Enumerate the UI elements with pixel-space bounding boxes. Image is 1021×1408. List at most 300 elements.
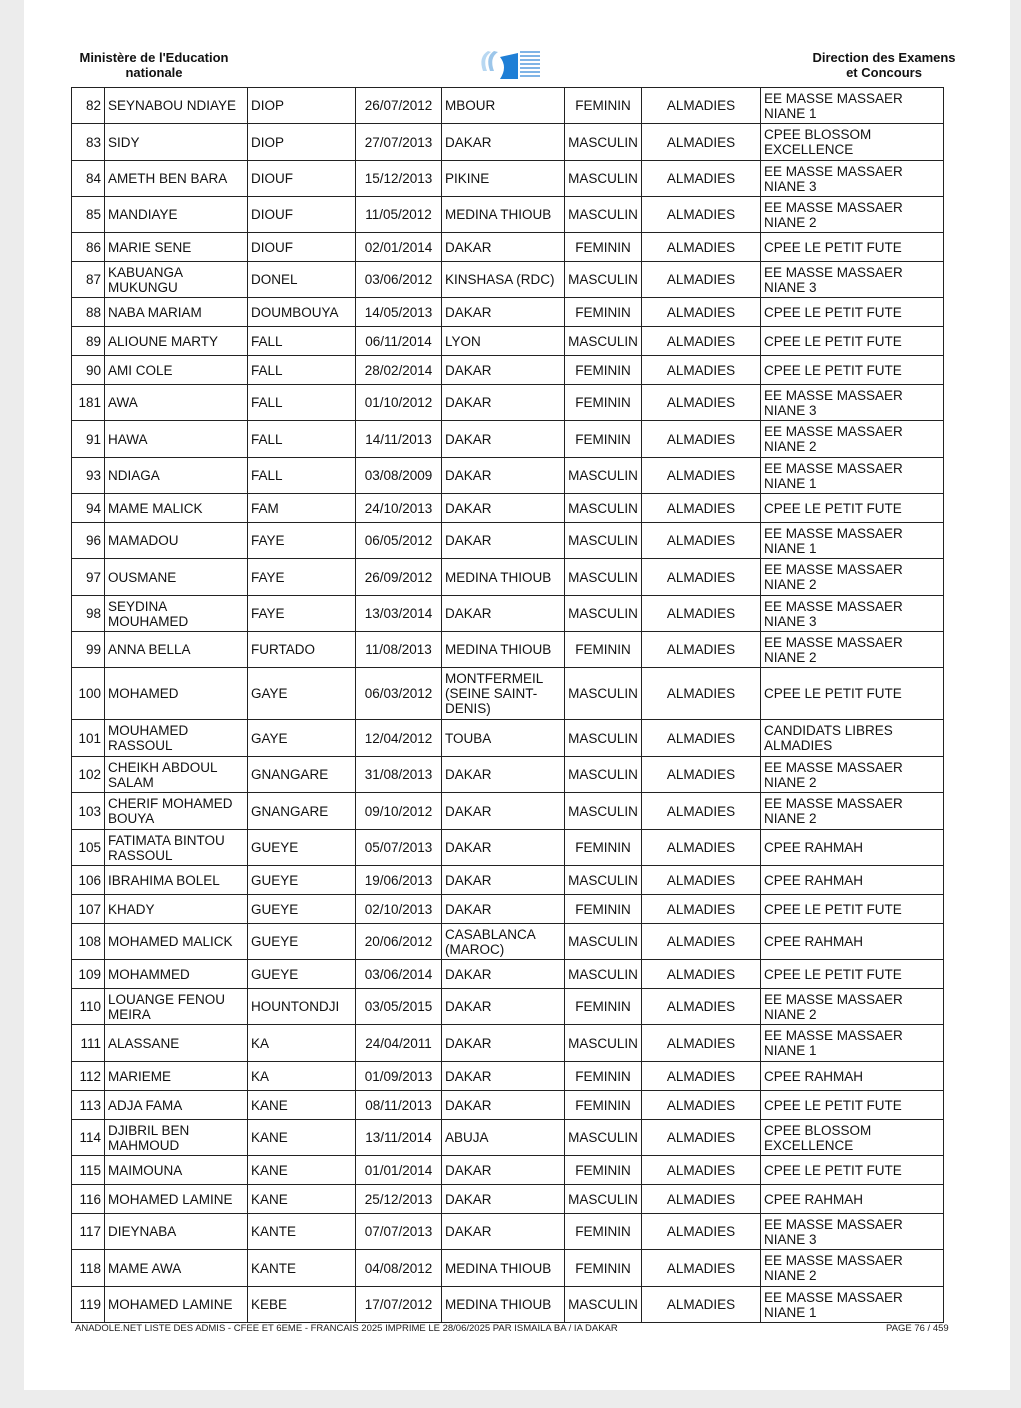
cell-birth-date: 11/05/2012 [356,197,442,233]
cell-first-name: MOHAMED [105,668,248,720]
table-row [72,866,944,895]
cell-birth-place: LYON [442,327,565,356]
table-row [72,421,944,458]
cell-last-name: DIOUF [248,161,356,197]
cell-school: CPEE RAHMAH [761,924,944,960]
admitted-candidates-table [71,87,944,1323]
table-row [72,262,944,298]
cell-school: EE MASSE MASSAER NIANE 3 [761,1214,944,1250]
cell-last-name: FALL [248,356,356,385]
cell-school: EE MASSE MASSAER NIANE 3 [761,385,944,421]
cell-school: CANDIDATS LIBRES ALMADIES [761,720,944,757]
table-row [72,327,944,356]
cell-last-name: KANE [248,1091,356,1120]
cell-first-name: MOHAMED MALICK [105,924,248,960]
ministry-line1: Ministère de l'Education [79,50,229,65]
cell-exam-center: ALMADIES [642,298,761,327]
cell-birth-date: 24/10/2013 [356,494,442,523]
cell-birth-place: TOUBA [442,720,565,757]
cell-number: 82 [72,88,105,124]
cell-birth-place: DAKAR [442,1156,565,1185]
cell-last-name: DIOP [248,124,356,161]
cell-birth-date: 19/06/2013 [356,866,442,895]
cell-sex: MASCULIN [565,559,642,596]
cell-birth-place: DAKAR [442,757,565,793]
cell-birth-date: 24/04/2011 [356,1025,442,1062]
cell-first-name: CHEIKH ABDOUL SALAM [105,757,248,793]
table-row [72,88,944,124]
cell-school: CPEE LE PETIT FUTE [761,298,944,327]
cell-last-name: GNANGARE [248,793,356,830]
cell-first-name: MOHAMMED [105,960,248,989]
cell-birth-place: DAKAR [442,1062,565,1091]
cell-birth-place: MEDINA THIOUB [442,1287,565,1323]
cell-school: EE MASSE MASSAER NIANE 2 [761,632,944,668]
cell-sex: MASCULIN [565,262,642,298]
cell-first-name: ALIOUNE MARTY [105,327,248,356]
cell-last-name: KA [248,1062,356,1091]
cell-number: 108 [72,924,105,960]
cell-number: 87 [72,262,105,298]
cell-sex: MASCULIN [565,327,642,356]
cell-school: CPEE LE PETIT FUTE [761,356,944,385]
cell-first-name: MAME MALICK [105,494,248,523]
cell-school: EE MASSE MASSAER NIANE 2 [761,793,944,830]
cell-sex: MASCULIN [565,458,642,494]
cell-birth-place: PIKINE [442,161,565,197]
cell-school: EE MASSE MASSAER NIANE 2 [761,559,944,596]
table-row [72,757,944,793]
cell-sex: MASCULIN [565,1025,642,1062]
cell-exam-center: ALMADIES [642,494,761,523]
cell-birth-date: 06/05/2012 [356,523,442,559]
cell-exam-center: ALMADIES [642,1091,761,1120]
cell-number: 101 [72,720,105,757]
cell-sex: MASCULIN [565,720,642,757]
table-row [72,924,944,960]
direction-line2: et Concours [846,65,922,80]
cell-birth-place: DAKAR [442,385,565,421]
cell-school: CPEE BLOSSOM EXCELLENCE [761,1120,944,1156]
cell-number: 112 [72,1062,105,1091]
cell-exam-center: ALMADIES [642,559,761,596]
cell-exam-center: ALMADIES [642,421,761,458]
cell-school: CPEE LE PETIT FUTE [761,668,944,720]
table-row [72,523,944,559]
cell-sex: FEMININ [565,830,642,866]
cell-number: 88 [72,298,105,327]
cell-exam-center: ALMADIES [642,88,761,124]
cell-first-name: KHADY [105,895,248,924]
cell-last-name: FAYE [248,596,356,632]
cell-sex: MASCULIN [565,960,642,989]
cell-birth-place: ABUJA [442,1120,565,1156]
cell-first-name: IBRAHIMA BOLEL [105,866,248,895]
cell-first-name: LOUANGE FENOU MEIRA [105,989,248,1025]
cell-sex: MASCULIN [565,523,642,559]
cell-birth-place: DAKAR [442,523,565,559]
direction-header [784,50,984,80]
cell-number: 98 [72,596,105,632]
cell-number: 110 [72,989,105,1025]
cell-exam-center: ALMADIES [642,668,761,720]
cell-birth-place: DAKAR [442,866,565,895]
page-number: PAGE 76 / 459 [886,1323,949,1334]
cell-school: CPEE LE PETIT FUTE [761,895,944,924]
cell-birth-place: MEDINA THIOUB [442,632,565,668]
cell-birth-date: 17/07/2012 [356,1287,442,1323]
cell-birth-date: 27/07/2013 [356,124,442,161]
cell-last-name: FAYE [248,523,356,559]
cell-birth-date: 04/08/2012 [356,1250,442,1287]
table-row [72,1250,944,1287]
cell-school: EE MASSE MASSAER NIANE 1 [761,88,944,124]
table-row [72,559,944,596]
cell-birth-place: DAKAR [442,1091,565,1120]
cell-exam-center: ALMADIES [642,1185,761,1214]
cell-last-name: GUEYE [248,830,356,866]
cell-first-name: MANDIAYE [105,197,248,233]
cell-first-name: MARIE SENE [105,233,248,262]
cell-last-name: FALL [248,421,356,458]
cell-birth-date: 03/06/2012 [356,262,442,298]
cell-number: 85 [72,197,105,233]
table-row [72,124,944,161]
cell-school: EE MASSE MASSAER NIANE 1 [761,1025,944,1062]
cell-first-name: NDIAGA [105,458,248,494]
table-row [72,596,944,632]
cell-first-name: MOHAMED LAMINE [105,1185,248,1214]
cell-school: CPEE LE PETIT FUTE [761,960,944,989]
cell-first-name: NABA MARIAM [105,298,248,327]
cell-last-name: KA [248,1025,356,1062]
cell-sex: MASCULIN [565,1287,642,1323]
cell-birth-date: 15/12/2013 [356,161,442,197]
cell-last-name: KANE [248,1185,356,1214]
cell-sex: MASCULIN [565,494,642,523]
cell-first-name: MAMADOU [105,523,248,559]
cell-last-name: HOUNTONDJI [248,989,356,1025]
cell-birth-date: 03/05/2015 [356,989,442,1025]
cell-birth-place: KINSHASA (RDC) [442,262,565,298]
footer-print-info: ANADOLE.NET LISTE DES ADMIS - CFEE ET 6EME - FRANCAIS 2025 IMPRIME LE 28/06/2025 PAR ISMAILA BA / IA DAKAR [75,1323,618,1334]
table-row [72,1120,944,1156]
cell-exam-center: ALMADIES [642,924,761,960]
cell-school: CPEE RAHMAH [761,830,944,866]
cell-number: 111 [72,1025,105,1062]
cell-last-name: FALL [248,327,356,356]
table-row [72,494,944,523]
cell-exam-center: ALMADIES [642,385,761,421]
cell-exam-center: ALMADIES [642,458,761,494]
cell-birth-place: DAKAR [442,298,565,327]
cell-exam-center: ALMADIES [642,124,761,161]
cell-exam-center: ALMADIES [642,895,761,924]
cell-birth-date: 06/11/2014 [356,327,442,356]
cell-sex: MASCULIN [565,1120,642,1156]
cell-exam-center: ALMADIES [642,356,761,385]
cell-exam-center: ALMADIES [642,793,761,830]
cell-birth-date: 02/01/2014 [356,233,442,262]
cell-first-name: MAIMOUNA [105,1156,248,1185]
cell-first-name: AWA [105,385,248,421]
cell-first-name: ALASSANE [105,1025,248,1062]
cell-birth-place: DAKAR [442,960,565,989]
table-row [72,1287,944,1323]
cell-sex: FEMININ [565,1250,642,1287]
table-row [72,233,944,262]
cell-sex: FEMININ [565,233,642,262]
cell-sex: MASCULIN [565,1185,642,1214]
cell-first-name: DJIBRIL BEN MAHMOUD [105,1120,248,1156]
cell-birth-place: DAKAR [442,1185,565,1214]
cell-school: CPEE LE PETIT FUTE [761,327,944,356]
cell-number: 116 [72,1185,105,1214]
cell-sex: FEMININ [565,632,642,668]
cell-sex: FEMININ [565,385,642,421]
cell-birth-date: 20/06/2012 [356,924,442,960]
cell-birth-place: DAKAR [442,989,565,1025]
cell-last-name: FALL [248,385,356,421]
cell-number: 86 [72,233,105,262]
cell-birth-date: 14/11/2013 [356,421,442,458]
cell-exam-center: ALMADIES [642,632,761,668]
ministry-line2: nationale [125,65,183,80]
cell-birth-place: MBOUR [442,88,565,124]
cell-birth-date: 05/07/2013 [356,830,442,866]
table-row [72,1156,944,1185]
cell-birth-date: 26/09/2012 [356,559,442,596]
cell-number: 83 [72,124,105,161]
cell-school: EE MASSE MASSAER NIANE 1 [761,458,944,494]
cell-last-name: DONEL [248,262,356,298]
cell-sex: MASCULIN [565,124,642,161]
cell-school: CPEE LE PETIT FUTE [761,233,944,262]
cell-last-name: GAYE [248,668,356,720]
cell-first-name: FATIMATA BINTOU RASSOUL [105,830,248,866]
cell-birth-date: 14/05/2013 [356,298,442,327]
cell-last-name: GUEYE [248,960,356,989]
cell-exam-center: ALMADIES [642,866,761,895]
cell-number: 102 [72,757,105,793]
table-row [72,1025,944,1062]
cell-number: 94 [72,494,105,523]
cell-school: CPEE LE PETIT FUTE [761,494,944,523]
cell-first-name: MOHAMED LAMINE [105,1287,248,1323]
cell-birth-date: 01/10/2012 [356,385,442,421]
cell-birth-place: MEDINA THIOUB [442,559,565,596]
cell-birth-place: DAKAR [442,830,565,866]
cell-school: CPEE RAHMAH [761,866,944,895]
cell-number: 90 [72,356,105,385]
cell-exam-center: ALMADIES [642,960,761,989]
cell-birth-date: 11/08/2013 [356,632,442,668]
cell-first-name: AMETH BEN BARA [105,161,248,197]
cell-last-name: GNANGARE [248,757,356,793]
table-row [72,989,944,1025]
cell-birth-place: MONTFERMEIL (SEINE SAINT-DENIS) [442,668,565,720]
cell-exam-center: ALMADIES [642,720,761,757]
cell-first-name: SEYDINA MOUHAMED [105,596,248,632]
cell-birth-place: DAKAR [442,596,565,632]
cell-birth-place: CASABLANCA (MAROC) [442,924,565,960]
table-row [72,1185,944,1214]
cell-sex: MASCULIN [565,866,642,895]
table-row [72,830,944,866]
cell-birth-date: 12/04/2012 [356,720,442,757]
cell-birth-date: 26/07/2012 [356,88,442,124]
table-row [72,632,944,668]
cell-exam-center: ALMADIES [642,1287,761,1323]
cell-school: EE MASSE MASSAER NIANE 1 [761,1287,944,1323]
cell-school: EE MASSE MASSAER NIANE 2 [761,989,944,1025]
cell-number: 91 [72,421,105,458]
table-body [72,88,944,1323]
cell-number: 106 [72,866,105,895]
cell-number: 99 [72,632,105,668]
cell-birth-place: DAKAR [442,421,565,458]
cell-birth-place: DAKAR [442,124,565,161]
table-row [72,793,944,830]
cell-school: CPEE LE PETIT FUTE [761,1091,944,1120]
cell-exam-center: ALMADIES [642,262,761,298]
cell-last-name: DIOUF [248,233,356,262]
cell-exam-center: ALMADIES [642,1214,761,1250]
document-page [24,0,1010,1390]
table-row [72,960,944,989]
cell-sex: MASCULIN [565,596,642,632]
cell-exam-center: ALMADIES [642,1250,761,1287]
cell-sex: MASCULIN [565,793,642,830]
cell-first-name: KABUANGA MUKUNGU [105,262,248,298]
cell-first-name: OUSMANE [105,559,248,596]
cell-sex: FEMININ [565,895,642,924]
cell-exam-center: ALMADIES [642,197,761,233]
cell-birth-date: 01/09/2013 [356,1062,442,1091]
cell-last-name: FAM [248,494,356,523]
cell-number: 119 [72,1287,105,1323]
cell-exam-center: ALMADIES [642,596,761,632]
cell-first-name: SIDY [105,124,248,161]
cell-birth-place: DAKAR [442,494,565,523]
ministry-logo [478,47,544,83]
cell-last-name: KEBE [248,1287,356,1323]
cell-last-name: GUEYE [248,866,356,895]
cell-last-name: DOUMBOUYA [248,298,356,327]
cell-number: 105 [72,830,105,866]
cell-sex: FEMININ [565,356,642,385]
table-row [72,356,944,385]
cell-last-name: GAYE [248,720,356,757]
cell-first-name: HAWA [105,421,248,458]
cell-birth-place: DAKAR [442,1214,565,1250]
cell-exam-center: ALMADIES [642,1120,761,1156]
cell-number: 96 [72,523,105,559]
cell-sex: FEMININ [565,1156,642,1185]
cell-school: CPEE LE PETIT FUTE [761,1156,944,1185]
cell-number: 117 [72,1214,105,1250]
cell-school: EE MASSE MASSAER NIANE 2 [761,1250,944,1287]
cell-sex: FEMININ [565,989,642,1025]
cell-number: 181 [72,385,105,421]
table-row [72,1214,944,1250]
cell-last-name: KANTE [248,1250,356,1287]
cell-birth-place: DAKAR [442,458,565,494]
cell-birth-place: DAKAR [442,1025,565,1062]
cell-last-name: GUEYE [248,924,356,960]
cell-exam-center: ALMADIES [642,233,761,262]
cell-sex: FEMININ [565,88,642,124]
cell-number: 89 [72,327,105,356]
cell-school: EE MASSE MASSAER NIANE 2 [761,197,944,233]
cell-birth-place: DAKAR [442,793,565,830]
cell-first-name: ANNA BELLA [105,632,248,668]
table-row [72,895,944,924]
cell-birth-date: 13/03/2014 [356,596,442,632]
table-row [72,197,944,233]
cell-first-name: SEYNABOU NDIAYE [105,88,248,124]
cell-first-name: CHERIF MOHAMED BOUYA [105,793,248,830]
cell-school: CPEE BLOSSOM EXCELLENCE [761,124,944,161]
cell-birth-place: DAKAR [442,356,565,385]
cell-birth-place: DAKAR [442,895,565,924]
table-row [72,1091,944,1120]
cell-school: CPEE RAHMAH [761,1185,944,1214]
table-row [72,1062,944,1091]
cell-birth-place: DAKAR [442,233,565,262]
cell-number: 115 [72,1156,105,1185]
cell-last-name: KANE [248,1120,356,1156]
cell-birth-place: MEDINA THIOUB [442,197,565,233]
cell-last-name: DIOP [248,88,356,124]
cell-school: EE MASSE MASSAER NIANE 3 [761,596,944,632]
cell-sex: FEMININ [565,1062,642,1091]
cell-sex: MASCULIN [565,161,642,197]
cell-number: 109 [72,960,105,989]
cell-exam-center: ALMADIES [642,327,761,356]
ministry-header [74,50,234,80]
cell-number: 93 [72,458,105,494]
cell-school: EE MASSE MASSAER NIANE 3 [761,161,944,197]
cell-birth-date: 25/12/2013 [356,1185,442,1214]
cell-birth-place: MEDINA THIOUB [442,1250,565,1287]
cell-school: CPEE RAHMAH [761,1062,944,1091]
cell-school: EE MASSE MASSAER NIANE 1 [761,523,944,559]
cell-birth-date: 01/01/2014 [356,1156,442,1185]
cell-first-name: DIEYNABA [105,1214,248,1250]
table-row [72,298,944,327]
cell-first-name: MARIEME [105,1062,248,1091]
cell-birth-date: 13/11/2014 [356,1120,442,1156]
cell-exam-center: ALMADIES [642,1025,761,1062]
cell-number: 97 [72,559,105,596]
cell-exam-center: ALMADIES [642,1062,761,1091]
cell-last-name: KANTE [248,1214,356,1250]
cell-school: EE MASSE MASSAER NIANE 2 [761,757,944,793]
cell-sex: MASCULIN [565,197,642,233]
cell-exam-center: ALMADIES [642,161,761,197]
cell-last-name: FAYE [248,559,356,596]
cell-birth-date: 08/11/2013 [356,1091,442,1120]
cell-number: 84 [72,161,105,197]
cell-birth-date: 31/08/2013 [356,757,442,793]
cell-exam-center: ALMADIES [642,1156,761,1185]
cell-school: EE MASSE MASSAER NIANE 3 [761,262,944,298]
cell-sex: FEMININ [565,421,642,458]
cell-last-name: FURTADO [248,632,356,668]
cell-sex: MASCULIN [565,924,642,960]
direction-line1: Direction des Examens [812,50,956,65]
